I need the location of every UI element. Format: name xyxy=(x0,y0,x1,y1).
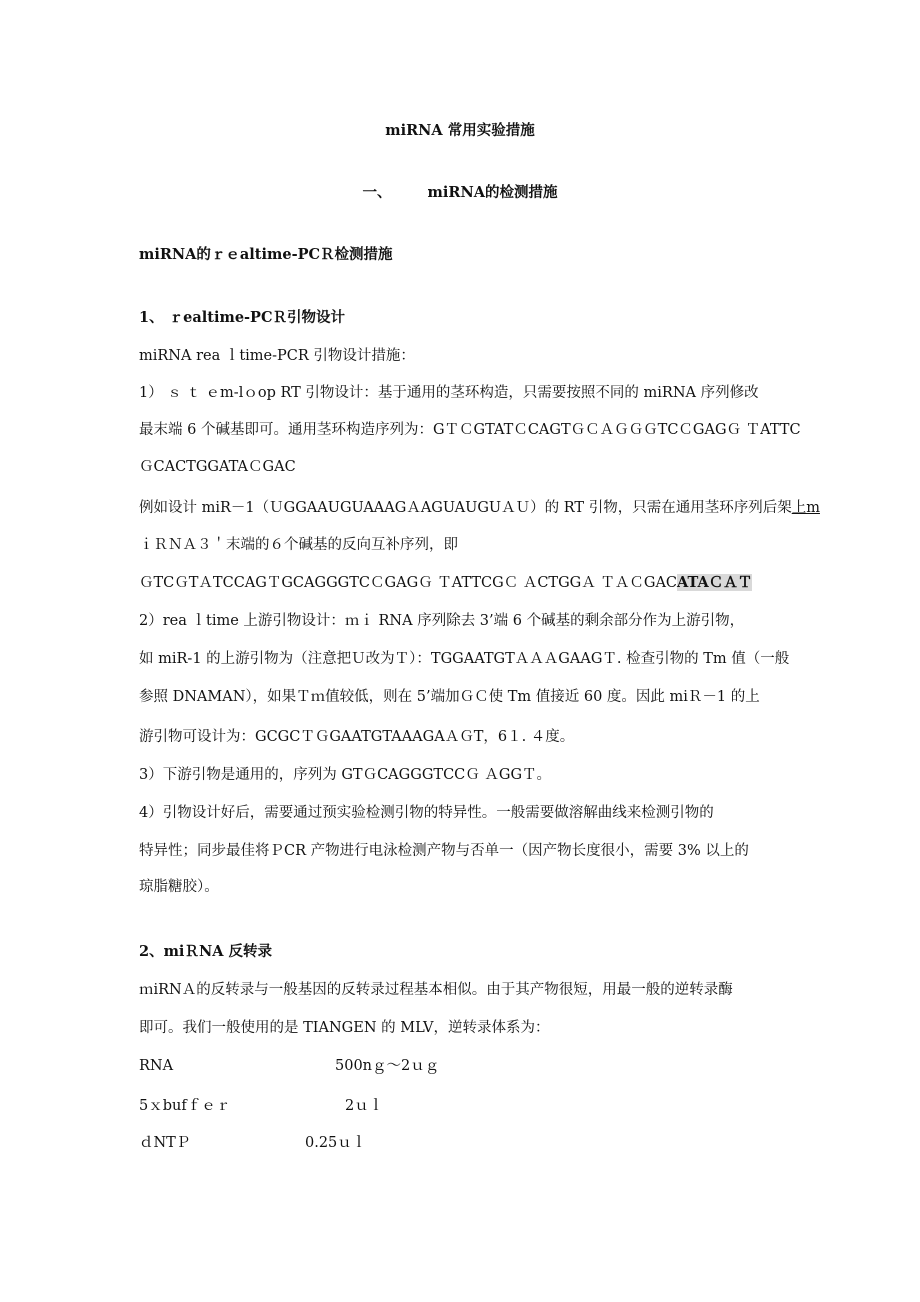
step-4-line-3: 琼脂糖胶）。 xyxy=(139,879,219,895)
section-2-heading: 2、miＲNA 反转录 xyxy=(139,943,272,960)
document-title: miRNA 常用实验措施 xyxy=(385,122,535,139)
subheading: miRNA的ｒｅaltime-PCＲ检测措施 xyxy=(139,246,393,263)
section-1-intro: miRNA rea ｌtime-PCR 引物设计措施： xyxy=(139,348,415,364)
reagent-amount: 500nｇ～2ｕｇ xyxy=(335,1058,440,1074)
sequence-text: ＧTCＧTＡTCCAGＴGCAGGGTCＣGAGＧ ＴATTCGＣ ＡCTGGＡ ＴＡＣGAC xyxy=(139,575,678,591)
step-3: 3）下游引物是通用的，序列为 GTＧCAGGGTCCＧ ＡGGＴ。 xyxy=(139,767,552,783)
reagent-row xyxy=(139,1133,367,1153)
example-sequence xyxy=(139,573,752,593)
step-2-line-1: 2）rea ｌtime 上游引物设计：ｍｉ RNA 序列除去 3’端 6 个碱基的剩余部分作为上游引物， xyxy=(139,613,745,629)
reagent-name: RNA xyxy=(139,1058,174,1074)
step-4-line-1: 4）引物设计好后，需要通过预实验检测引物的特异性。一般需要做溶解曲线来检测引物的 xyxy=(139,805,714,821)
step-4-line-2: 特异性；同步最佳将ＰCR 产物进行电泳检测产物与否单一（因产物长度很小，需要 3% 以上的 xyxy=(139,843,749,859)
step-2-line-3: 参照 DNAMAN），如果Ｔｍ值较低，则在 5’端加ＧＣ使 Tm 值接近 60 度。因此 miＲ－1 的上 xyxy=(139,689,760,705)
step-1-line-2: 最末端 6 个碱基即可。通用茎环构造序列为：GＴＣGTATＣCAGTＧＣＡＧＧＧTCＣGAGＧ ＴATTC xyxy=(139,422,801,438)
reagent-row xyxy=(139,1056,440,1076)
heading-1-text: miRNA的检测措施 xyxy=(427,184,558,201)
sequence-highlight: ATAＣＡＴ xyxy=(677,574,753,591)
example-line-1-text: 例如设计 miR－1（ＵGGAAUGUAAAGＡAGUAUGUＡＵ）的 RT 引物，只需在通用茎环序列后架 xyxy=(139,500,792,516)
heading-1-number: 一、 xyxy=(362,184,392,201)
step-1-line-1: 1） ｓ ｔ ｅm-lｏop RT 引物设计：基于通用的茎环构造，只需要按照不同的 miRNA 序列修改 xyxy=(139,385,759,401)
example-line-2: ｉＲＮＡ３＇末端的６个碱基的反向互补序列，即 xyxy=(139,537,458,553)
reagent-name: 5ｘbufｆｅｒ xyxy=(139,1098,231,1114)
reagent-name: ｄNTＰ xyxy=(139,1135,191,1151)
step-2-line-4: 游引物可设计为：GCGCＴＧGAATGTAAAGAＡＧT，6１. ４度。 xyxy=(139,729,575,745)
example-line-1-underlined: 上m xyxy=(791,500,820,516)
step-1-line-3: ＧCACTGGATAＣGAC xyxy=(139,459,296,475)
reagent-amount: 2ｕｌ xyxy=(345,1098,384,1114)
example-line-1 xyxy=(139,498,820,518)
reagent-row xyxy=(139,1096,384,1116)
section-2-para-line-2: 即可。我们一般使用的是 TIANGEN 的 MLV，逆转录体系为： xyxy=(139,1020,550,1036)
section-1-heading: 1、 ｒealtime-PCＲ引物设计 xyxy=(139,309,346,326)
step-2-line-2: 如 miR-1 的上游引物为（注意把Ｕ改为Ｔ）：TGGAATGTＡＡＡGAAGＴ. 检查引物的 Tm 值（一般 xyxy=(139,651,790,667)
reagent-amount: 0.25ｕｌ xyxy=(305,1135,367,1151)
section-2-para-line-1: ｍiRNＡ的反转录与一般基因的反转录过程基本相似。由于其产物很短，用最一般的逆转录酶 xyxy=(139,982,733,998)
heading-1 xyxy=(0,183,920,203)
